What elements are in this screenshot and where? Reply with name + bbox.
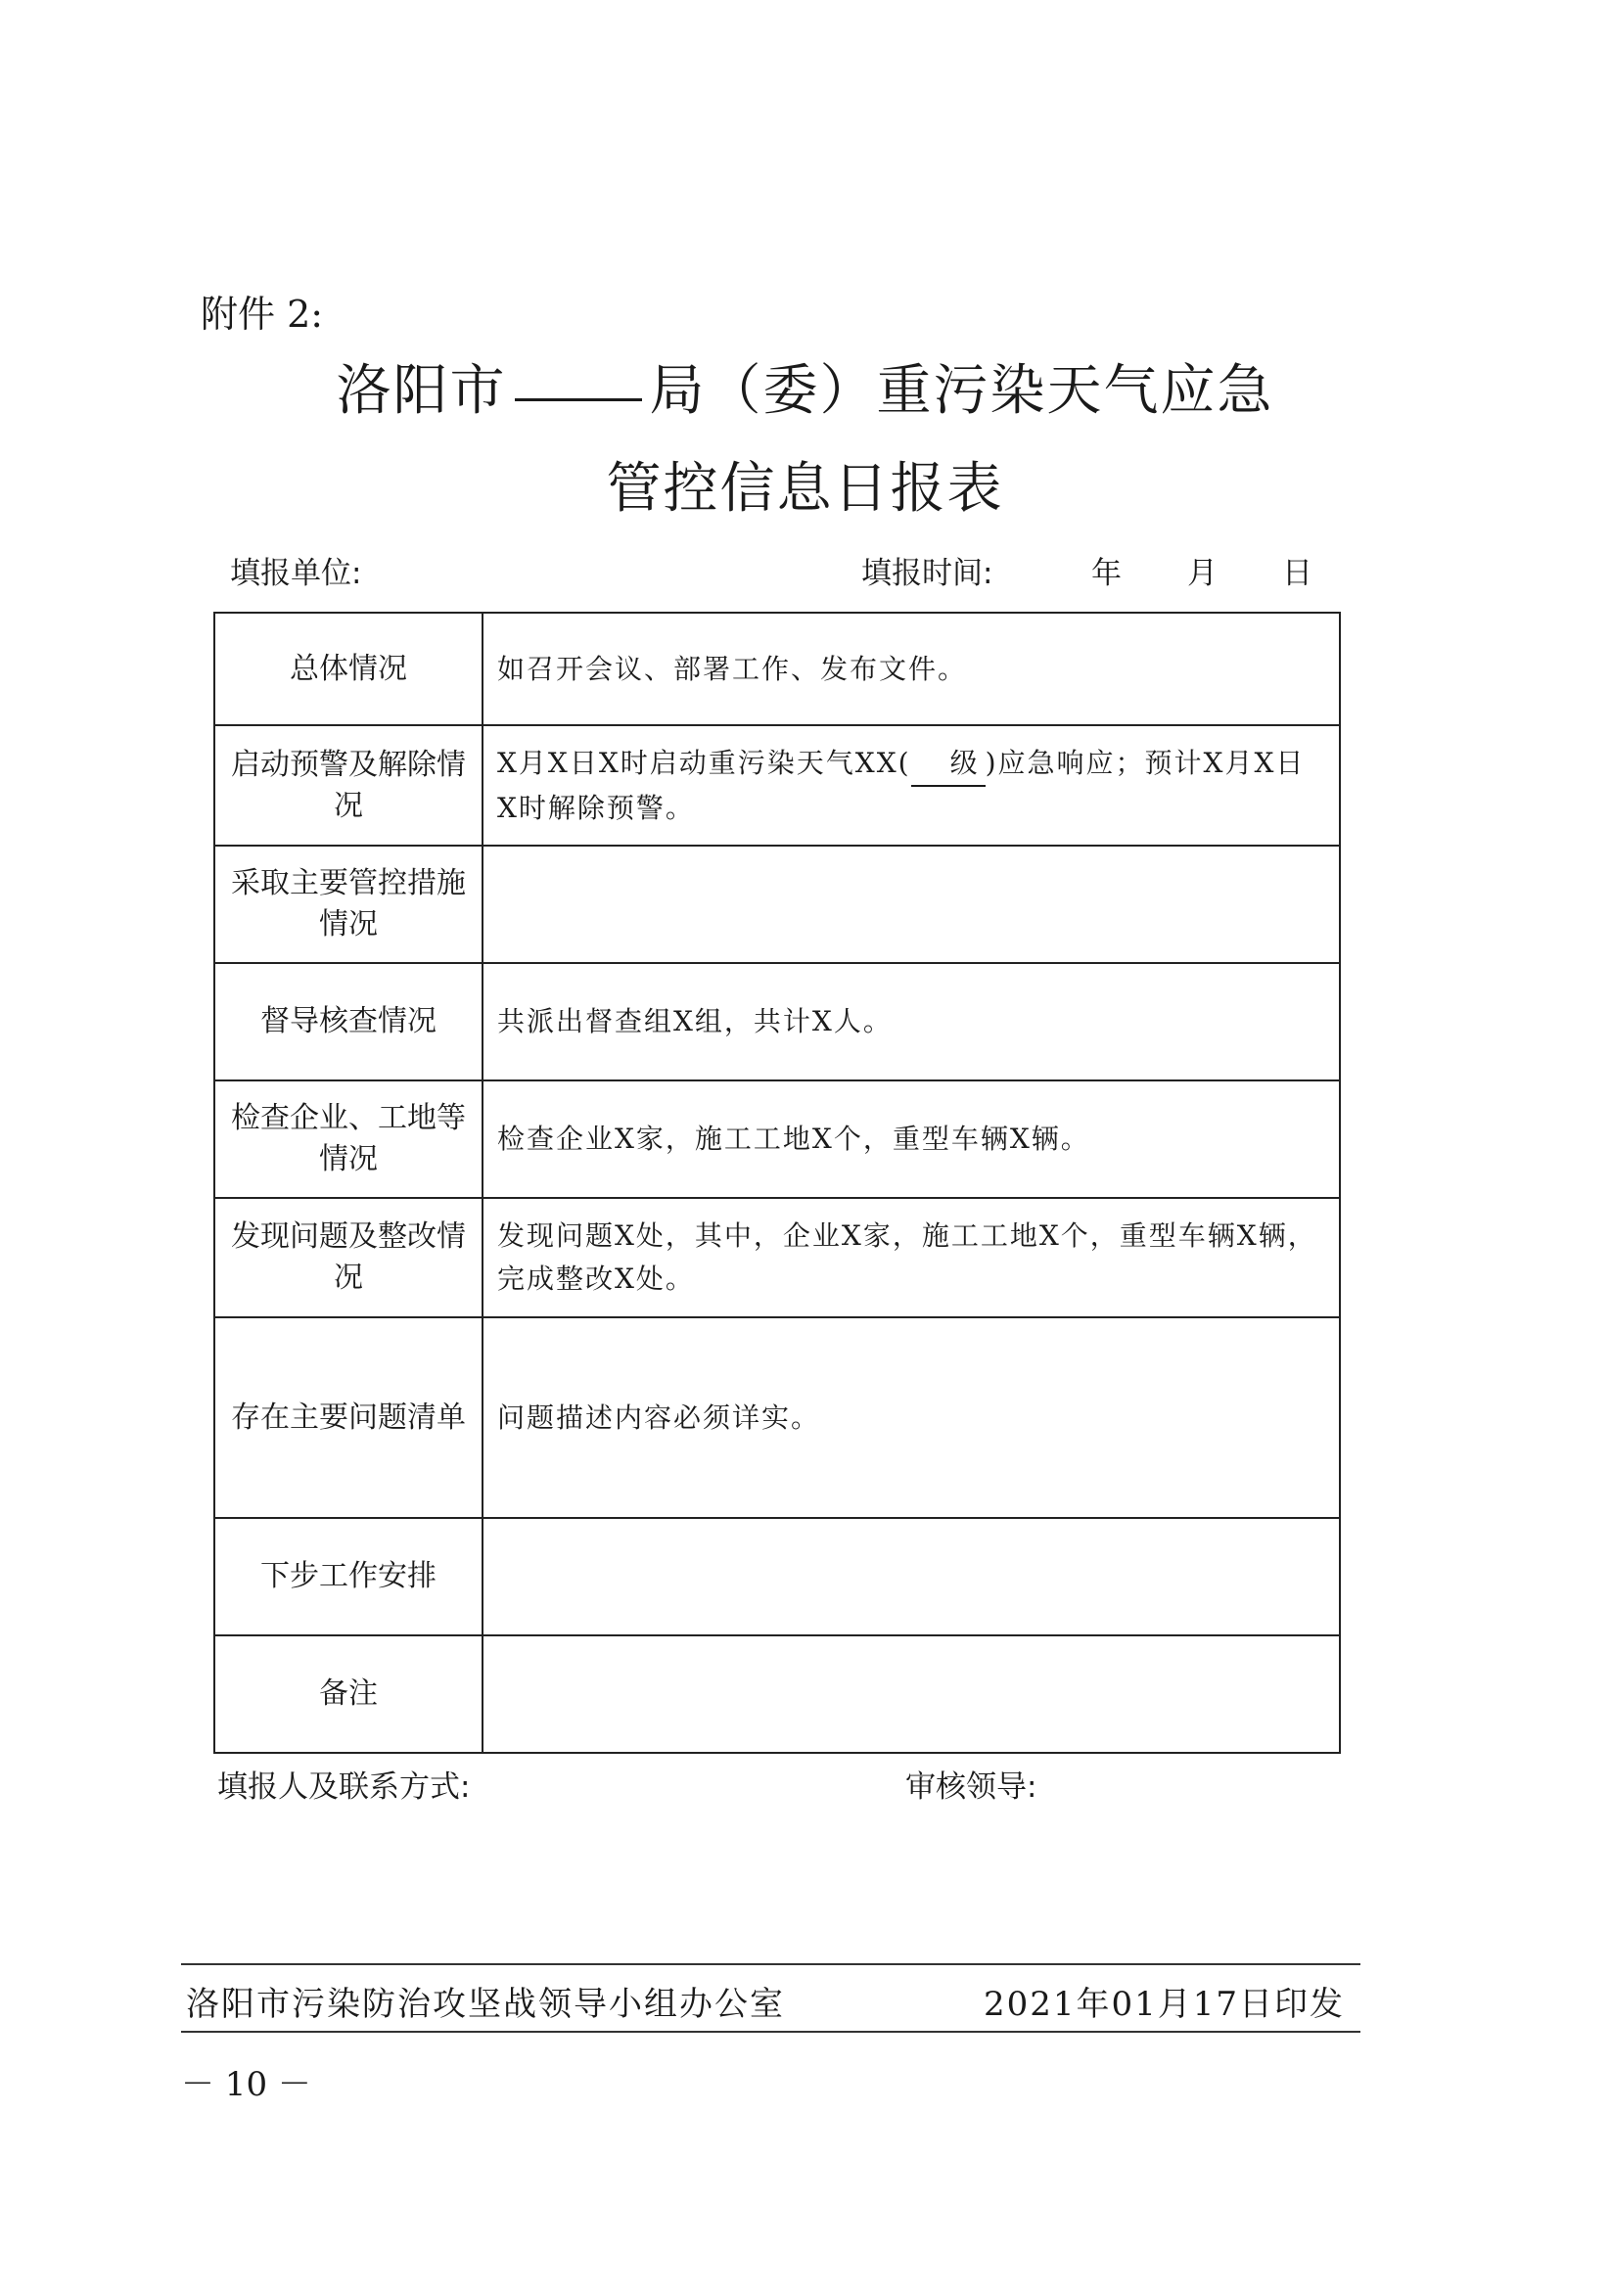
row-value: 检查企业X家，施工工地X个，重型车辆X辆。 — [483, 1080, 1340, 1198]
table-row-overall — [214, 613, 1340, 725]
table-row-problems-found — [214, 1198, 1340, 1317]
document-title-line1 — [0, 347, 1610, 426]
title-prefix: 洛阳市 — [336, 359, 507, 423]
year-label: 年 — [1091, 556, 1122, 591]
title-suffix: 局（委）重污染天气应急 — [649, 359, 1274, 423]
report-form-table — [213, 612, 1341, 1754]
table-row-inspection — [214, 963, 1340, 1080]
day-label: 日 — [1282, 556, 1312, 591]
row-label: 督导核查情况 — [214, 963, 483, 1080]
table-row-warning — [214, 725, 1340, 846]
row-value — [483, 846, 1340, 963]
table-row-measures — [214, 846, 1340, 963]
reviewer-label: 审核领导: — [905, 1769, 1037, 1805]
row-value: 问题描述内容必须详实。 — [483, 1317, 1340, 1518]
table-row-enterprises — [214, 1080, 1340, 1198]
row-label: 总体情况 — [214, 613, 483, 725]
reporting-time-label: 填报时间: — [861, 556, 993, 591]
row-label: 采取主要管控措施情况 — [214, 846, 483, 963]
row-label: 备注 — [214, 1635, 483, 1753]
attachment-label: 附件 2: — [201, 293, 324, 336]
issuing-office: 洛阳市污染防治攻坚战领导小组办公室 — [186, 1985, 785, 2024]
footer-rule-top — [181, 1963, 1360, 1965]
title-blank-underline — [515, 397, 642, 401]
row-label: 发现问题及整改情况 — [214, 1198, 483, 1317]
table-row-remarks — [214, 1635, 1340, 1753]
row-label: 存在主要问题清单 — [214, 1317, 483, 1518]
document-title-line2: 管控信息日报表 — [606, 457, 1004, 521]
warning-level-blank: 级 — [911, 742, 986, 787]
month-label: 月 — [1187, 556, 1218, 591]
footer-rule-bottom — [181, 2031, 1360, 2033]
warning-text-post: )应急响应；预计X月X日X时解除预警。 — [497, 746, 1306, 824]
row-label: 下步工作安排 — [214, 1518, 483, 1635]
row-value — [483, 1518, 1340, 1635]
warning-text-pre: X月X日X时启动重污染天气XX( — [497, 746, 911, 779]
row-label: 检查企业、工地等情况 — [214, 1080, 483, 1198]
table-row-problem-list — [214, 1317, 1340, 1518]
row-value: 如召开会议、部署工作、发布文件。 — [483, 613, 1340, 725]
row-value — [483, 725, 1340, 846]
table-row-next-steps — [214, 1518, 1340, 1635]
row-value: 共派出督查组X组，共计X人。 — [483, 963, 1340, 1080]
print-date: 2021年01月17日印发 — [984, 1985, 1346, 2024]
row-value: 发现问题X处，其中，企业X家，施工工地X个，重型车辆X辆，完成整改X处。 — [483, 1198, 1340, 1317]
row-label: 启动预警及解除情况 — [214, 725, 483, 846]
filler-contact-label: 填报人及联系方式: — [217, 1769, 471, 1805]
row-value — [483, 1635, 1340, 1753]
reporting-unit-label: 填报单位: — [230, 556, 362, 591]
page-number: － 10 － — [181, 2065, 311, 2104]
